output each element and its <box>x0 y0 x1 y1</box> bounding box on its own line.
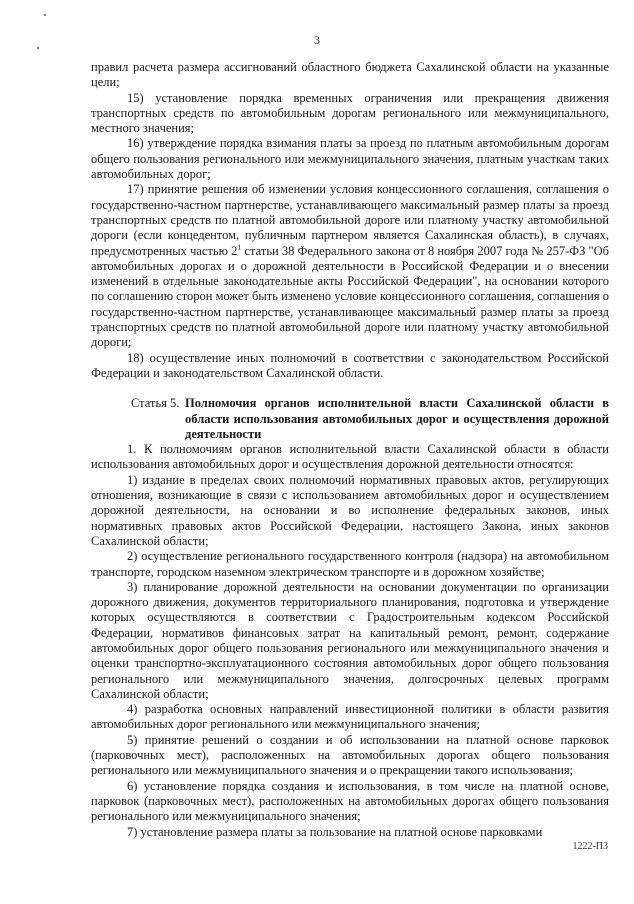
article-item-5: 5) принятие решений о создании и об использовании на платной основе парковок (парковочных мест), расположенных на автомобильных дорогах общего пользования регионального или межмуниципального значения и о прекращении такого использования; <box>91 732 609 778</box>
article-item-7: 7) установление размера платы за пользование на платной основе парковками <box>127 824 543 839</box>
article-heading <box>91 396 609 442</box>
paragraph-item-17-part-2: статьи 38 Федерального закона от 8 ноября 2007 года № 257-ФЗ "Об автомобильных дорогах и о дорожной деятельности в Российской Федерации и о внесении изменений в отдельные законодательные акты Российской Федерации", на основании которого по соглашению сторон может быть изменено условие концессионного соглашения, соглашения о государственно-частном партнерстве, устанавливающее максимальный размер платы за проезд транспортных средств по платной автомобильной дороге или платному участку автомобильной дороги; <box>91 243 610 350</box>
scan-speck <box>44 14 46 16</box>
paragraph-item-16: 16) утверждение порядка взимания платы за проезд по платным автомобильным дорогам общего пользования регионального или межмуниципального значения, платным участкам таких автомобильных дорог; <box>91 136 609 182</box>
document-body <box>91 60 609 840</box>
article-item-3: 3) планирование дорожной деятельности на основании документации по организации дорожного движения, документов территориального планирования, подготовка и утверждение которых осуществляются в соответствии с Градостроительным кодексом Российской Федерации, нормативов финансовых затрат на капитальный ремонт, ремонт, содержание автомобильных дорог общего пользования регионального или межмуниципального значения и оценки транспортно-эксплуатационного состояния автомобильных дорог общего пользования регионального или межмуниципального значения, долгосрочных целевых программ Сахалинской области; <box>91 579 609 701</box>
paragraph-item-17 <box>91 182 609 350</box>
scan-speck <box>37 47 39 49</box>
article-item-2: 2) осуществление регионального государственного контроля (надзора) на автомобильном транспорте, городском наземном электрическом транспорте и в дорожном хозяйстве; <box>91 549 609 579</box>
paragraph-item-15: 15) установление порядка временных ограничения или прекращения движения транспортных средств по автомобильным дорогам регионального или межмуниципального, местного значения; <box>91 90 609 136</box>
article-item-6: 6) установление порядка создания и использования, в том числе на платной основе, парковок (парковочных мест), расположенных на автомобильных дорогах общего пользования регионального или межмуниципального значения; <box>91 778 609 824</box>
article-item-4: 4) разработка основных направлений инвестиционной политики в области развития автомобильных дорог регионального или межмуниципального значения; <box>91 702 609 732</box>
document-code: 1222-ПЗ <box>572 841 608 852</box>
paragraph-continuation: правил расчета размера ассигнований областного бюджета Сахалинской области на указанные цели; <box>91 60 609 90</box>
superscript: 1 <box>237 242 242 252</box>
article-paragraph-1: 1. К полномочиям органов исполнительной власти Сахалинской области в области использования автомобильных дорог и осуществления дорожной деятельности относятся: <box>91 442 609 472</box>
paragraph-item-18: 18) осуществление иных полномочий в соответствии с законодательством Российской Федерации и законодательством Сахалинской области. <box>91 350 609 380</box>
article-title: Полномочия органов исполнительной власти Сахалинской области в области использования автомобильных дорог и осуществления дорожной деятельности <box>185 396 609 441</box>
page-number: 3 <box>314 33 320 47</box>
article-item-1: 1) издание в пределах своих полномочий нормативных правовых актов, регулирующих отношения, возникающие в связи с использованием автомобильных дорог и осуществлением дорожной деятельности, на основании и во исполнение федеральных законов, иных нормативных правовых актов Российской Федерации, настоящего Закона, иных законов Сахалинской области; <box>91 472 609 548</box>
spacer <box>91 381 609 396</box>
article-number: Статья 5. <box>131 396 180 411</box>
paragraph-item-17-part-1: 17) принятие решения об изменении условия концессионного соглашения, соглашения о государственно-частном партнерстве, устанавливающего максимальный размер платы за проезд транспортных средств по платной автомобильной дороге или платному участку автомобильной дороги (если концедентом, публичным партнером является Сахалинская область), в случаях, предусмотренных частью 2 <box>91 182 609 258</box>
